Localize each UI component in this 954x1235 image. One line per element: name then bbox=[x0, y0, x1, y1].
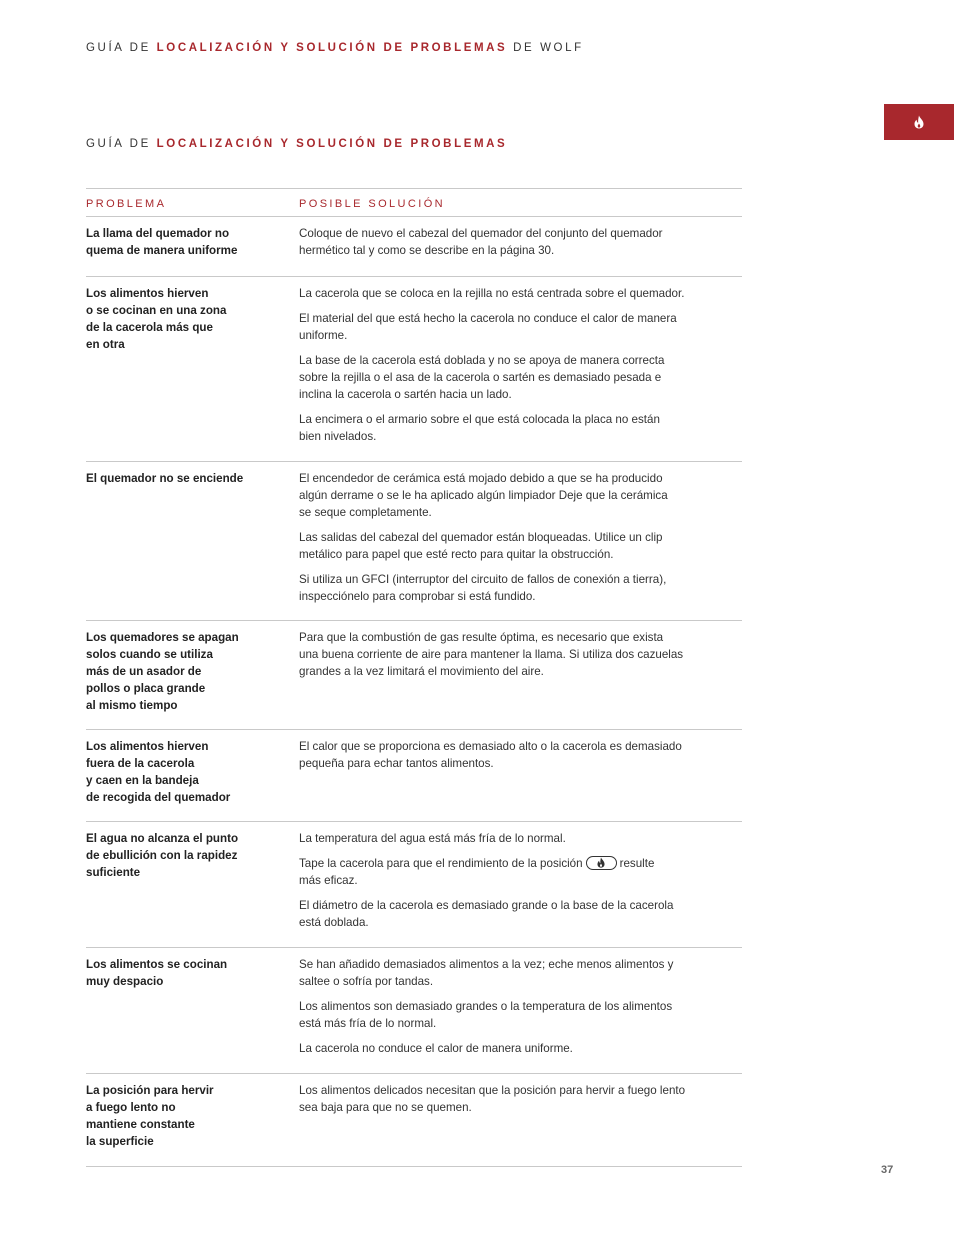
troubleshooting-table bbox=[86, 188, 742, 1167]
table-row bbox=[86, 948, 742, 1074]
problem-cell: Los quemadores se apagan solos cuando se utiliza más de un asador de pollos o placa grande al mismo tiempo bbox=[86, 631, 239, 712]
page-number: 37 bbox=[881, 1164, 894, 1176]
section-title bbox=[86, 138, 507, 150]
solution-text: La cacerola no conduce el calor de manera uniforme. bbox=[299, 1042, 573, 1055]
solution-text: Los alimentos delicados necesitan que la posición para hervir a fuego lento sea baja para que no se quemen. bbox=[299, 1084, 686, 1114]
knob-prefix: Tape la cacerola para que el rendimiento de la posición bbox=[299, 857, 583, 870]
solution-text: El encendedor de cerámica está mojado debido a que se ha producido algún derrame o se le ha aplicado algún limpiador Deje que la cerámica se seque completamente. bbox=[299, 472, 668, 519]
knob-suffix: resulte más eficaz. bbox=[299, 857, 655, 887]
header-highlight: LOCALIZACIÓN Y SOLUCIÓN DE PROBLEMAS bbox=[156, 42, 508, 54]
problem-cell: El agua no alcanza el punto de ebullición con la rapidez suficiente bbox=[86, 832, 239, 879]
solution-text: El material del que está hecho la cacerola no conduce el calor de manera uniforme. bbox=[299, 312, 677, 342]
table-row bbox=[86, 462, 742, 621]
solution-text: Las salidas del cabezal del quemador están bloqueadas. Utilice un clip metálico para papel que esté recto para quitar la obstrucción. bbox=[299, 531, 663, 561]
solution-text: Si utiliza un GFCI (interruptor del circuito de fallos de conexión a tierra), inspecciónelo para comprobar si está fundido. bbox=[299, 573, 667, 603]
solution-text: El diámetro de la cacerola es demasiado grande o la base de la cacerola está doblada. bbox=[299, 899, 674, 929]
solution-cell bbox=[299, 830, 742, 947]
table-row bbox=[86, 822, 742, 948]
header-suffix: DE WOLF bbox=[513, 42, 584, 54]
problem-cell: El quemador no se enciende bbox=[86, 472, 244, 485]
header-line bbox=[86, 42, 584, 54]
side-tab bbox=[884, 104, 954, 140]
table-row bbox=[86, 621, 742, 730]
solution-cell bbox=[299, 285, 742, 461]
problem-cell: La llama del quemador no quema de manera uniforme bbox=[86, 227, 238, 257]
flame-icon bbox=[596, 857, 606, 868]
solution-text: La temperatura del agua está más fría de lo normal. bbox=[299, 832, 566, 845]
burner-knob-icon bbox=[586, 856, 617, 870]
header-prefix: GUÍA DE bbox=[86, 42, 151, 54]
solution-text: La base de la cacerola está doblada y no se apoya de manera correcta sobre la rejilla o el asa de la cacerola o sartén es demasiado pesada e inclina la cacerola o sartén hacia un lado. bbox=[299, 354, 665, 401]
solution-text-with-knob bbox=[299, 855, 742, 889]
solution-cell bbox=[299, 629, 742, 729]
section-prefix: GUÍA DE bbox=[86, 138, 151, 150]
solution-cell bbox=[299, 1082, 742, 1166]
table-row bbox=[86, 730, 742, 822]
solution-text: Los alimentos son demasiado grandes o la temperatura de los alimentos está más fría de lo normal. bbox=[299, 1000, 673, 1030]
problem-cell: Los alimentos hierven fuera de la cacerola y caen en la bandeja de recogida del quemador bbox=[86, 740, 231, 804]
solution-cell bbox=[299, 225, 742, 276]
solution-text: La cacerola que se coloca en la rejilla no está centrada sobre el quemador. bbox=[299, 287, 685, 300]
table-row bbox=[86, 217, 742, 277]
solution-text: Se han añadido demasiados alimentos a la vez; eche menos alimentos y saltee o sofría por tandas. bbox=[299, 958, 674, 988]
solution-cell bbox=[299, 956, 742, 1073]
table-row bbox=[86, 1074, 742, 1167]
problem-cell: Los alimentos hierven o se cocinan en una zona de la cacerola más que en otra bbox=[86, 287, 227, 351]
column-header-problem: PROBLEMA bbox=[86, 197, 167, 210]
solution-text: Para que la combustión de gas resulte óptima, es necesario que exista una buena corriente de aire para mantener la llama. Si utiliza dos cazuelas grandes a la vez limitará el movimiento del aire. bbox=[299, 631, 684, 678]
solution-cell bbox=[299, 738, 742, 821]
table-row bbox=[86, 277, 742, 462]
problem-cell: Los alimentos se cocinan muy despacio bbox=[86, 958, 228, 988]
solution-text: La encimera o el armario sobre el que está colocada la placa no están bien nivelados. bbox=[299, 413, 660, 443]
section-highlight: LOCALIZACIÓN Y SOLUCIÓN DE PROBLEMAS bbox=[156, 138, 508, 150]
solution-text: Coloque de nuevo el cabezal del quemador del conjunto del quemador hermético tal y como se describe en la página 30. bbox=[299, 227, 663, 257]
solution-text: El calor que se proporciona es demasiado alto o la cacerola es demasiado pequeña para echar tantos alimentos. bbox=[299, 740, 682, 770]
column-header-solution: POSIBLE SOLUCIÓN bbox=[299, 197, 445, 210]
table-header bbox=[86, 189, 742, 217]
solution-cell bbox=[299, 470, 742, 620]
flame-icon bbox=[913, 115, 925, 129]
problem-cell: La posición para hervir a fuego lento no mantiene constante la superficie bbox=[86, 1084, 214, 1148]
